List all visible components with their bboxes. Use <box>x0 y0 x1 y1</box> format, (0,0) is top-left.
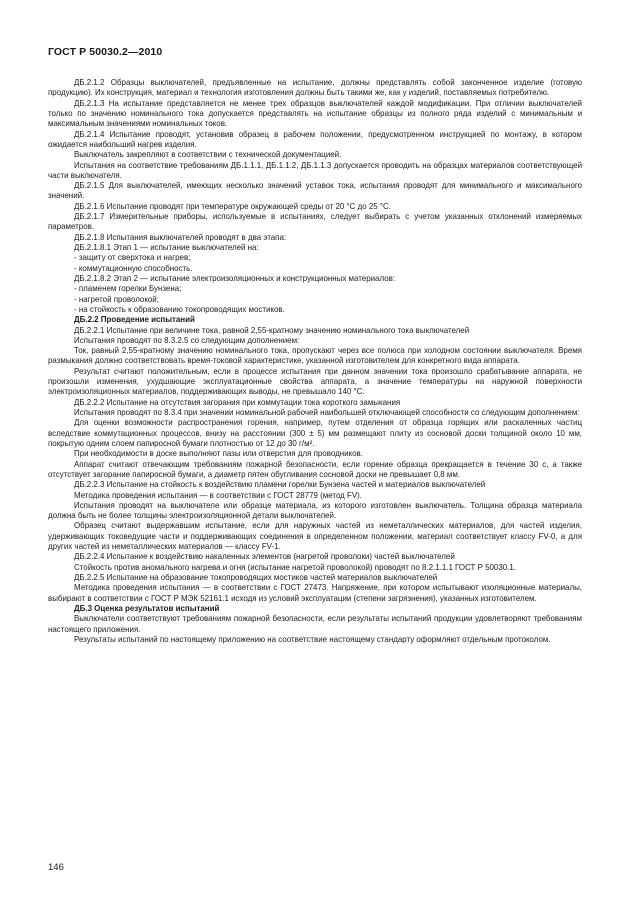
paragraph: ДБ.2.2.5 Испытание на образование токопроводящих мостиков частей материалов выключателей <box>74 573 438 582</box>
document-header: ГОСТ Р 50030.2—2010 <box>48 46 163 58</box>
page-number: 146 <box>48 862 64 873</box>
paragraph: Стойкость против аномального нагрева и огня (испытание нагретой проволокой) проводят по 8.2.1.1.1 ГОСТ Р 50030.1. <box>74 562 517 572</box>
paragraph: ДБ.2.1.2 Образцы выключателей, предъявленные на испытание, должны представлять собой законченное изделие (готовую продукцию). Их конструкция, материал и технология изготовления должны быть такими же, как у изделий, поставляемых потребителю. <box>48 78 582 98</box>
list-item: - пламенем горелки Бунзена; <box>74 284 182 294</box>
paragraph: ДБ.2.1.4 Испытание проводят, установив образец в рабочем положении, предусмотренном инструкцией по монтажу, в котором ожидается наибольший нагрев изделия. <box>48 129 582 149</box>
paragraph: Образец считают выдержавшим испытание, если для наружных частей из неметаллических материалов, для частей изделия, удерживающих токоведущие части и поддерживающих соединения в определенном положении, материал соответствует классу FV-0, а для других частей из неметаллических материалов — классу FV-1. <box>48 521 582 552</box>
paragraph: Испытания на соответствие требованиям ДБ.1.1.1, ДБ.1.1.2, ДБ.1.1.3 допускается проводить на образцах материалов соответствующей части выключателя. <box>48 160 582 180</box>
paragraph: ДБ.2.1.6 Испытание проводят при температуре окружающей среды от 20 °С до 25 °С. <box>74 201 391 211</box>
paragraph: ДБ.2.2.1 Испытание при величине тока, равной 2,55-кратному значению номинального тока выключателей <box>74 325 470 335</box>
paragraph: ДБ.2.1.8.1 Этап 1 — испытание выключателей на: <box>74 243 259 252</box>
paragraph: Аппарат считают отвечающим требованиям пожарной безопасности, если горение образца прекращается в течение 30 с, а также отсутствует загорание папиросной бумаги, а диаметр пятен обугливания сосновой доски не превышает 0,8 мм. <box>48 459 582 479</box>
paragraph: ДБ.2.2.2 Испытание на отсутствия загорания при коммутации тока короткого замыкания <box>74 397 401 407</box>
list-item: - коммутационную способность. <box>74 263 193 273</box>
paragraph: ДБ.2.1.3 На испытание представляется не менее трех образцов выключателей каждой модификации. При отличии выключателей только по значению номинального тока допускается представлять на испытание образцы из полного ряда изделий с минимальным и максимальным значениями номинальных токов. <box>48 98 582 129</box>
paragraph: Результаты испытаний по настоящему приложению на соответствие настоящему стандарту оформляют отдельным протоколом. <box>74 634 551 644</box>
paragraph: Выключатель закрепляют в соответствии с технической документацией. <box>74 150 342 160</box>
paragraph: Испытания проводят по 8.3.2.5 со следующим дополнением: <box>74 335 300 345</box>
paragraph: ДБ.2.1.7 Измерительные приборы, используемые в испытаниях, следует выбирать с учетом указанных отклонений измеряемых параметров. <box>48 212 582 232</box>
paragraph: ДБ.2.1.8 Испытания выключателей проводят в два этапа: <box>74 232 287 242</box>
paragraph: Ток, равный 2,55-кратному значению номинального тока, пропускают через все полюса при холодном состоянии выключателя. Время размыкания должно соответствовать время-токовой характеристике, указанной изготовителем для конкретного вида аппарата. <box>48 346 582 366</box>
paragraph: ДБ.2.2.3 Испытание на стойкость к воздействию пламени горелки Бунзена частей и материалов выключателей <box>74 480 486 490</box>
paragraph: Методика проведения испытания — в соответствии с ГОСТ 28779 (метод FV). <box>74 490 363 500</box>
list-item: - нагретой проволокой; <box>74 294 159 304</box>
section-heading: ДБ.3 Оценка результатов испытаний <box>74 603 220 613</box>
paragraph: При необходимости в доске выполняют пазы или отверстия для проводников. <box>74 449 363 459</box>
paragraph: ДБ.2.1.5 Для выключателей, имеющих несколько значений уставок тока, испытания проводят для минимального и максимального значений. <box>48 181 582 201</box>
paragraph: Для оценки возможности распространения горения, например, путем отделения от образца горящих или раскаленных частиц вследствие коммутационных процессов, внизу на расстоянии (300 ± 5) мм размещают плиту из сосновой доски толщиной около 10 мм, покрытую одним слоем папиросной бумаги плотностью от 12 до 30 г/м². <box>48 418 582 448</box>
list-item: - защиту от сверхтока и нагрев; <box>74 253 191 263</box>
paragraph: ДБ.2.2.4 Испытание к воздействию накаленных элементов (нагретой проволоки) частей выключателей <box>74 552 455 562</box>
section-heading: ДБ.2.2 Проведение испытаний <box>74 315 195 325</box>
paragraph: Испытания проводят на выключателе или образце материала, из которого изготовлен выключатель. Толщина образца материала должна быть не более толщины электроизоляционной детали выключателей. <box>48 500 582 521</box>
document-body <box>48 78 582 645</box>
paragraph: ДБ.2.1.8.2 Этап 2 — испытание электроизоляционных и конструкционных материалов: <box>74 273 396 283</box>
list-item: - на стойкость к образованию токопроводящих мостиков. <box>74 304 285 314</box>
paragraph: Выключатели соответствуют требованиям пожарной безопасности, если результаты испытаний продукции удовлетворяют требованиям настоящего приложения. <box>48 614 582 634</box>
paragraph: Методика проведения испытания — в соответствии с ГОСТ 27473. Напряжение, при котором испытывают изоляционные материалы, выбирают в соответствии с ГОСТ Р МЭК 52161.1 исходя из условий эксплуатации (степени загрязнения), указанных изготовителем. <box>48 583 582 603</box>
paragraph: Результат считают положительным, если в процессе испытания при данном значении тока произошло срабатывание аппарата, не произошли изменения, ухудшающие эксплуатационные свойства аппарата, а значение температуры на наружной поверхности электроизоляционных материалов, поддерживающих выводы, не превышало 140 °С. <box>48 366 582 397</box>
paragraph: Испытания проводят по 8.3.4 при значении номинальной рабочей наибольшей отключающей способности со следующим дополнением: <box>74 408 580 417</box>
